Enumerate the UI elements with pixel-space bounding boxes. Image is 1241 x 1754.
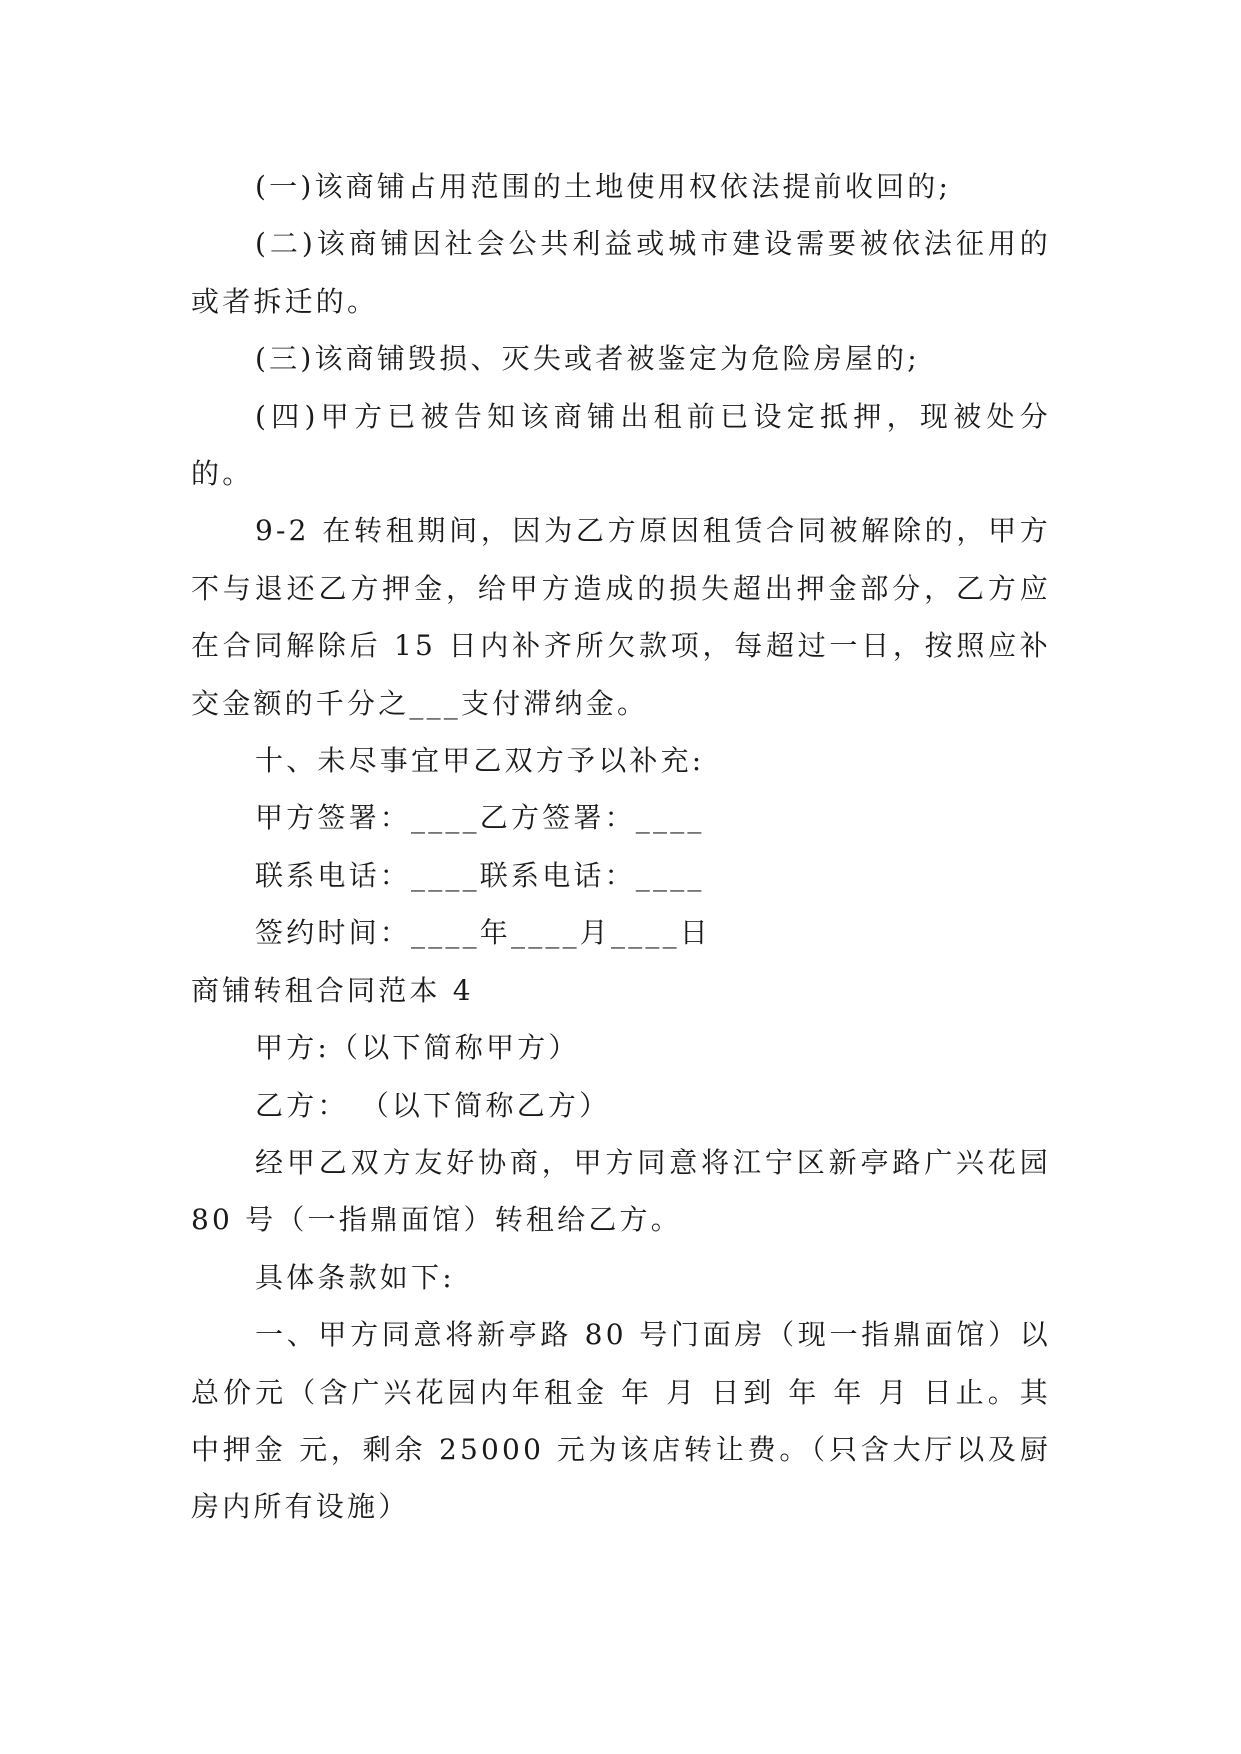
term-one: 一、甲方同意将新亭路 80 号门面房（现一指鼎面馆）以总价元（含广兴花园内年租金 年 月 日到 年 年 月 日止。其中押金 元，剩余 25000 元为该店转让费。（只含大厅以及厨房内所有设施） <box>191 1318 1051 1524</box>
section-ten: 十、未尽事宜甲乙双方予以补充: <box>255 744 705 778</box>
terms-heading: 具体条款如下: <box>255 1260 455 1294</box>
clause-4: (四)甲方已被告知该商铺出租前已设定抵押，现被处分的。 <box>191 399 1051 491</box>
clause-9-2: 9-2 在转租期间，因为乙方原因租赁合同被解除的，甲方不与退还乙方押金，给甲方造成的损失超出押金部分，乙方应在合同解除后 15 日内补齐所欠款项，每超过一日，按照应补交金额的千分之___支付滞纳金。 <box>191 514 1051 720</box>
signing-date-line: 签约时间：____年____月____日 <box>255 916 712 950</box>
clause-3: (三)该商铺毁损、灭失或者被鉴定为危险房屋的; <box>255 342 920 376</box>
document-body <box>191 158 1051 1536</box>
agreement-intro: 经甲乙双方友好协商，甲方同意将江宁区新亭路广兴花园 80 号（一指鼎面馆）转租给乙方。 <box>191 1145 1051 1237</box>
section-title: 商铺转租合同范本 4 <box>191 973 474 1007</box>
signature-line: 甲方签署：____乙方签署：____ <box>255 801 705 835</box>
clause-1: (一)该商铺占用范围的土地使用权依法提前收回的; <box>255 170 952 203</box>
clause-2: (二)该商铺因社会公共利益或城市建设需要被依法征用的或者拆迁的。 <box>191 227 1051 318</box>
party-a-line: 甲方:（以下简称甲方） <box>255 1031 580 1065</box>
phone-line: 联系电话：____联系电话：____ <box>255 858 705 892</box>
party-b-line: 乙方： （以下简称乙方） <box>255 1088 611 1122</box>
